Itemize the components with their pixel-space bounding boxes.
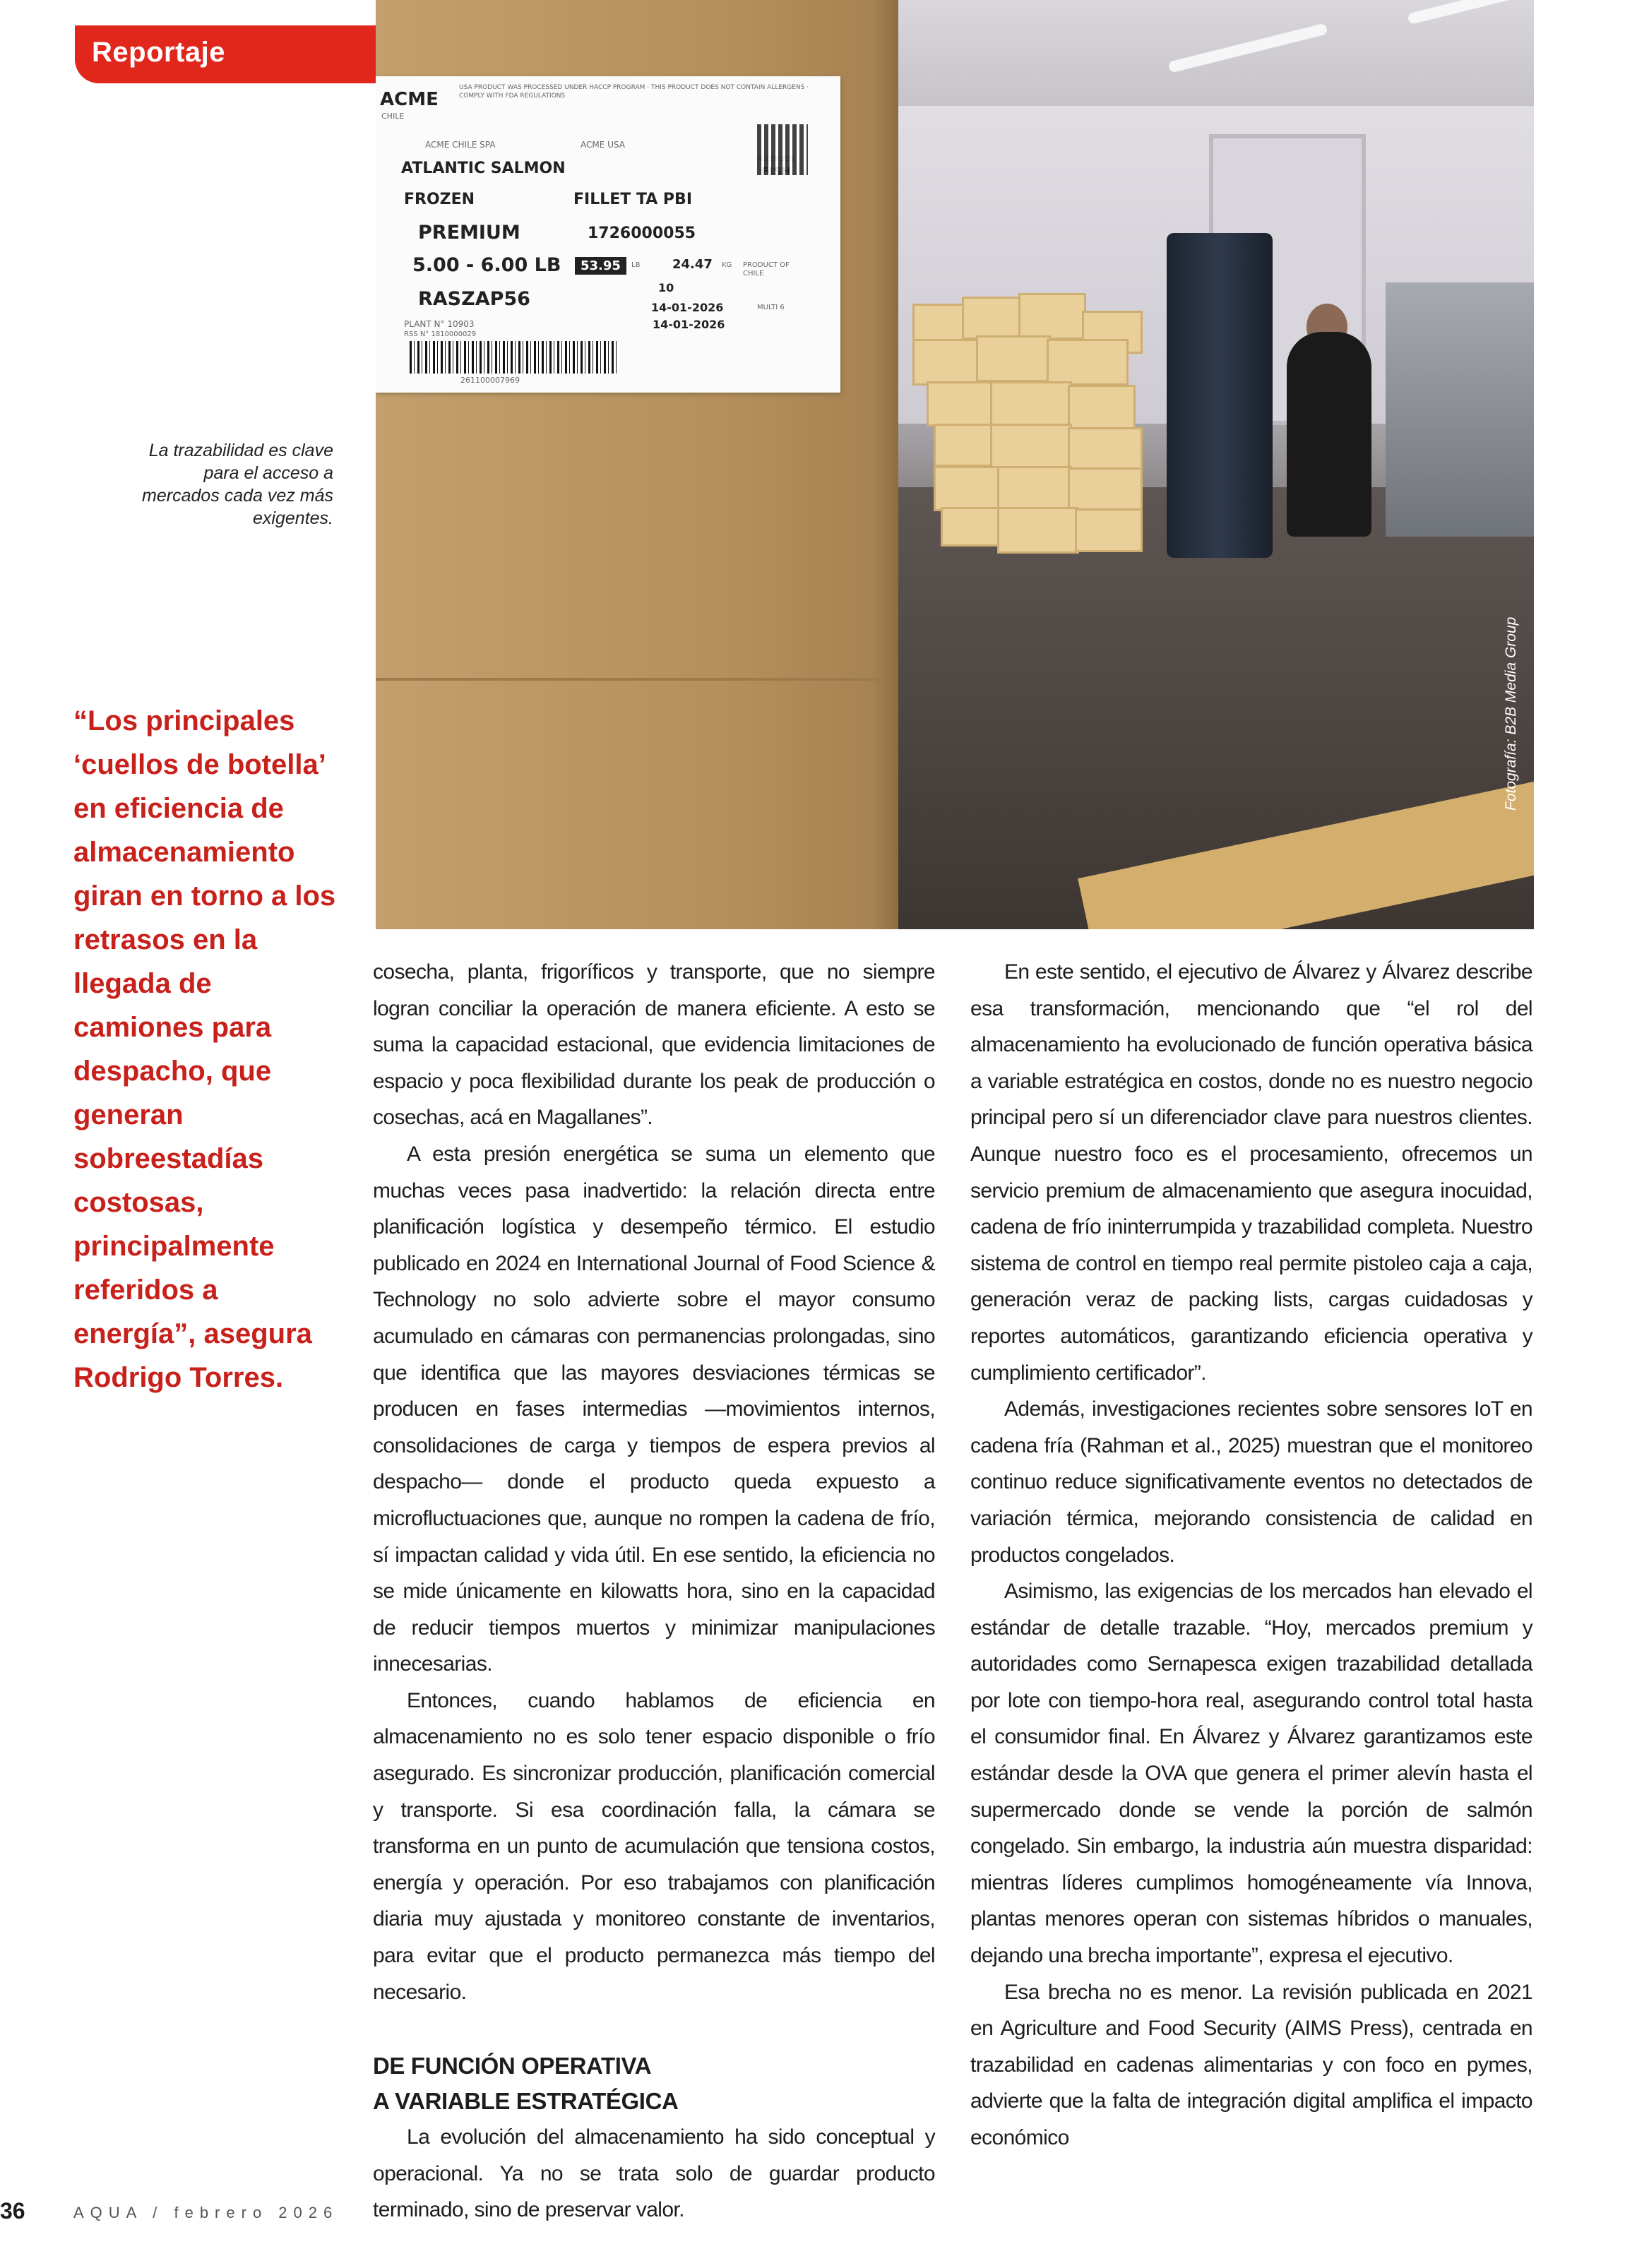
label-qr-code <box>757 124 808 175</box>
label-header-fine: USA PRODUCT WAS PROCESSED UNDER HACCP PROGRAM · THIS PRODUCT DOES NOT CONTAIN ALLERGENS · COMPLY WITH FDA REGULATIONS <box>459 84 809 100</box>
pull-quote: “Los principales ‘cuellos de botella’ en eficiencia de almacenamiento giran en torno a los retrasos en la llegada de camiones para despacho, que generan sobreestadías costosas, principalmente referidos a energía”, asegura Rodrigo Torres. <box>73 705 336 1393</box>
photo-crate <box>990 424 1072 470</box>
photo-crate <box>1068 385 1136 430</box>
paragraph: En este sentido, el ejecutivo de Álvarez y Álvarez describe esa transformación, mencionando que “el rol del almacenamiento ha evolucionado de función operativa básica a variable estratégica en costos, donde no es nuestro negocio principal pero sí un diferenciador clave para nuestros clientes. Aunque nuestro foco es el procesamiento, ofrecemos un servicio premium de almacenamiento que asegura inocuidad, cadena de frío ininterrumpida y trazabilidad completa. Nuestro sistema de control en tiempo real permite pistoleo caja a caja, generación veraz de packing lists, cargas cuidadosas y reportes automáticos, garantizando eficiencia operativa y cumplimiento certificador”. <box>970 960 1532 1385</box>
label-lot: 1726000055 <box>588 225 696 242</box>
paragraph: Asimismo, las exigencias de los mercados han elevado el estándar de detalle trazable. “Hoy, mercados premium y autoridades como Sernapesca exigen trazabilidad detallada por lote con tiempo-hora real, asegurando control total hasta el consumidor final. En Álvarez y Álvarez garantizamos este estándar desde la OVA que genera el primer alevín hasta el supermercado donde se vende la porción de salmón congelado. Sin embargo, la industria aún muestra disparidad: mientras líderes cumplimos homogéneamente vía Innova, plantas menores operan con sistemas híbridos o manuales, dejando una brecha importante”, expresa el ejecutivo. <box>970 1580 1532 1968</box>
photo-crate <box>912 304 966 343</box>
photo-crate <box>1068 467 1143 511</box>
paragraph: Esa brecha no es menor. La revisión publicada en 2021 en Agriculture and Food Security (AIMS Press), centrada en trazabilidad en cadenas alimentarias y con foco en pymes, advierte que la falta de integración digital amplifica el impacto económico <box>970 1980 1532 2149</box>
label-plant: PLANT N° 10903 <box>404 319 475 329</box>
label-date-prod: 14-01-2026 <box>651 301 724 314</box>
label-units: 10 <box>658 281 674 294</box>
label-species: ATLANTIC SALMON <box>401 160 566 177</box>
label-weight-kg: 24.47 <box>672 257 713 272</box>
photo-box-edge <box>870 0 898 929</box>
label-brand: ACME <box>380 89 439 110</box>
photo-crate <box>927 381 994 426</box>
photo-crate <box>934 466 1001 511</box>
paragraph: A esta presión energética se suma un elemento que muchas veces pasa inadvertido: la relación directa entre planificación logística y desempeño térmico. El estudio publicado en 2024 en International Journal of Food Science & Technology no solo advierte sobre el mayor consumo acumulado en cámaras con permanencias prolongadas, sino que identifica que las mayores desviaciones térmicas se producen en fases intermedias —movimientos internos, consolidaciones de carga y tiempos de espera previos al despacho— donde el producto queda expuesto a microfluctuaciones que, aunque no rompen la cadena de frío, sí impactan calidad y vida útil. En ese sentido, la eficiencia no se mide únicamente en kilowatts hora, sino en la capacidad de reducir tiempos muertos y minimizar manipulaciones innecesarias. <box>373 1142 935 1676</box>
subhead-line: A VARIABLE ESTRATÉGICA <box>373 2088 679 2115</box>
photo-machine <box>1386 282 1534 537</box>
photo-crate <box>912 339 980 386</box>
photo-crate <box>997 466 1072 511</box>
section-label: Reportaje <box>92 37 225 68</box>
photo-crate <box>1018 293 1086 340</box>
photo-crate <box>1068 427 1143 471</box>
page-number: 36 <box>0 2198 25 2224</box>
photo-credit: Fotografía: B2B Media Group <box>1503 616 1519 811</box>
photo-crate <box>941 507 1001 547</box>
article-column-2 <box>970 954 1532 2156</box>
label-barcode <box>410 341 619 374</box>
label-multi: MULTI 6 <box>757 304 785 311</box>
label-weight-unit-lb: LB <box>631 261 641 269</box>
magazine-issue: AQUA / febrero 2026 <box>73 2204 339 2221</box>
label-grade: PREMIUM <box>418 222 520 244</box>
label-rss: RSS N° 1810000029 <box>404 330 477 338</box>
label-barcode-number: 261100007969 <box>460 376 520 385</box>
paragraph: Entonces, cuando hablamos de eficiencia en almacenamiento no es solo tener espacio disponible o frío asegurado. Es sincronizar producción, planificación comercial y transporte. Si esa coordinación falla, la cámara se transforma en un punto de acumulación que tensiona costos, energía y operación. Por eso trabajamos con planificación diaria muy ajustada y monitoreo constante de inventarios, para evitar que el producto permanezca más tiempo del necesario. <box>373 1688 935 2004</box>
photo-crate <box>976 335 1051 382</box>
label-cut: FILLET TA PBI <box>573 191 693 208</box>
photo-pallet-wrapper <box>1167 233 1273 558</box>
article-column-1 <box>373 954 935 2228</box>
subhead-line: DE FUNCIÓN OPERATIVA <box>373 2053 652 2079</box>
photo-crate <box>990 381 1072 428</box>
photo-crate <box>1075 508 1143 552</box>
paragraph: Además, investigaciones recientes sobre sensores IoT en cadena fría (Rahman et al., 2025) muestran que el monitoreo continuo reduce significativamente eventos no detectados de variación térmica, mejorando consistencia de calidad en productos congelados. <box>970 1397 1532 1567</box>
photo-crate <box>934 424 994 467</box>
paragraph: La evolución del almacenamiento ha sido conceptual y operacional. Ya no se trata solo de guardar producto terminado, sino de preservar valor. <box>373 2125 935 2222</box>
label-code: RASZAP56 <box>418 288 530 310</box>
label-weight-unit-kg: KG <box>722 261 732 269</box>
photo-caption: La trazabilidad es clave para el acceso a mercados cada vez más exigentes. <box>142 441 333 528</box>
paragraph: cosecha, planta, frigoríficos y transporte, que no siempre logran conciliar la operación de manera eficiente. A esto se suma la capacidad estacional, que evidencia limitaciones de espacio y poca flexibilidad durante los peak de producción o cosechas, acá en Magallanes”. <box>373 960 935 1130</box>
photo-crate <box>1047 339 1129 386</box>
label-exporter: ACME CHILE SPA <box>425 140 496 150</box>
photo-crate <box>962 297 1023 340</box>
label-client: ACME USA <box>581 140 625 150</box>
label-brand-sub: CHILE <box>381 112 405 121</box>
photo-box-seam <box>376 678 884 681</box>
photo-worker <box>1287 332 1371 537</box>
photo-crate <box>997 507 1079 554</box>
section-subhead <box>373 2048 935 2119</box>
label-origin: PRODUCT OF CHILE <box>743 261 790 277</box>
box-label <box>376 76 840 393</box>
label-date-exp: 14-01-2026 <box>653 318 725 331</box>
label-state: FROZEN <box>404 191 475 208</box>
label-weight-lb: 53.95 <box>575 257 626 275</box>
label-size: 5.00 - 6.00 LB <box>412 254 561 276</box>
article-photo <box>376 0 1534 929</box>
section-tab <box>75 25 427 83</box>
